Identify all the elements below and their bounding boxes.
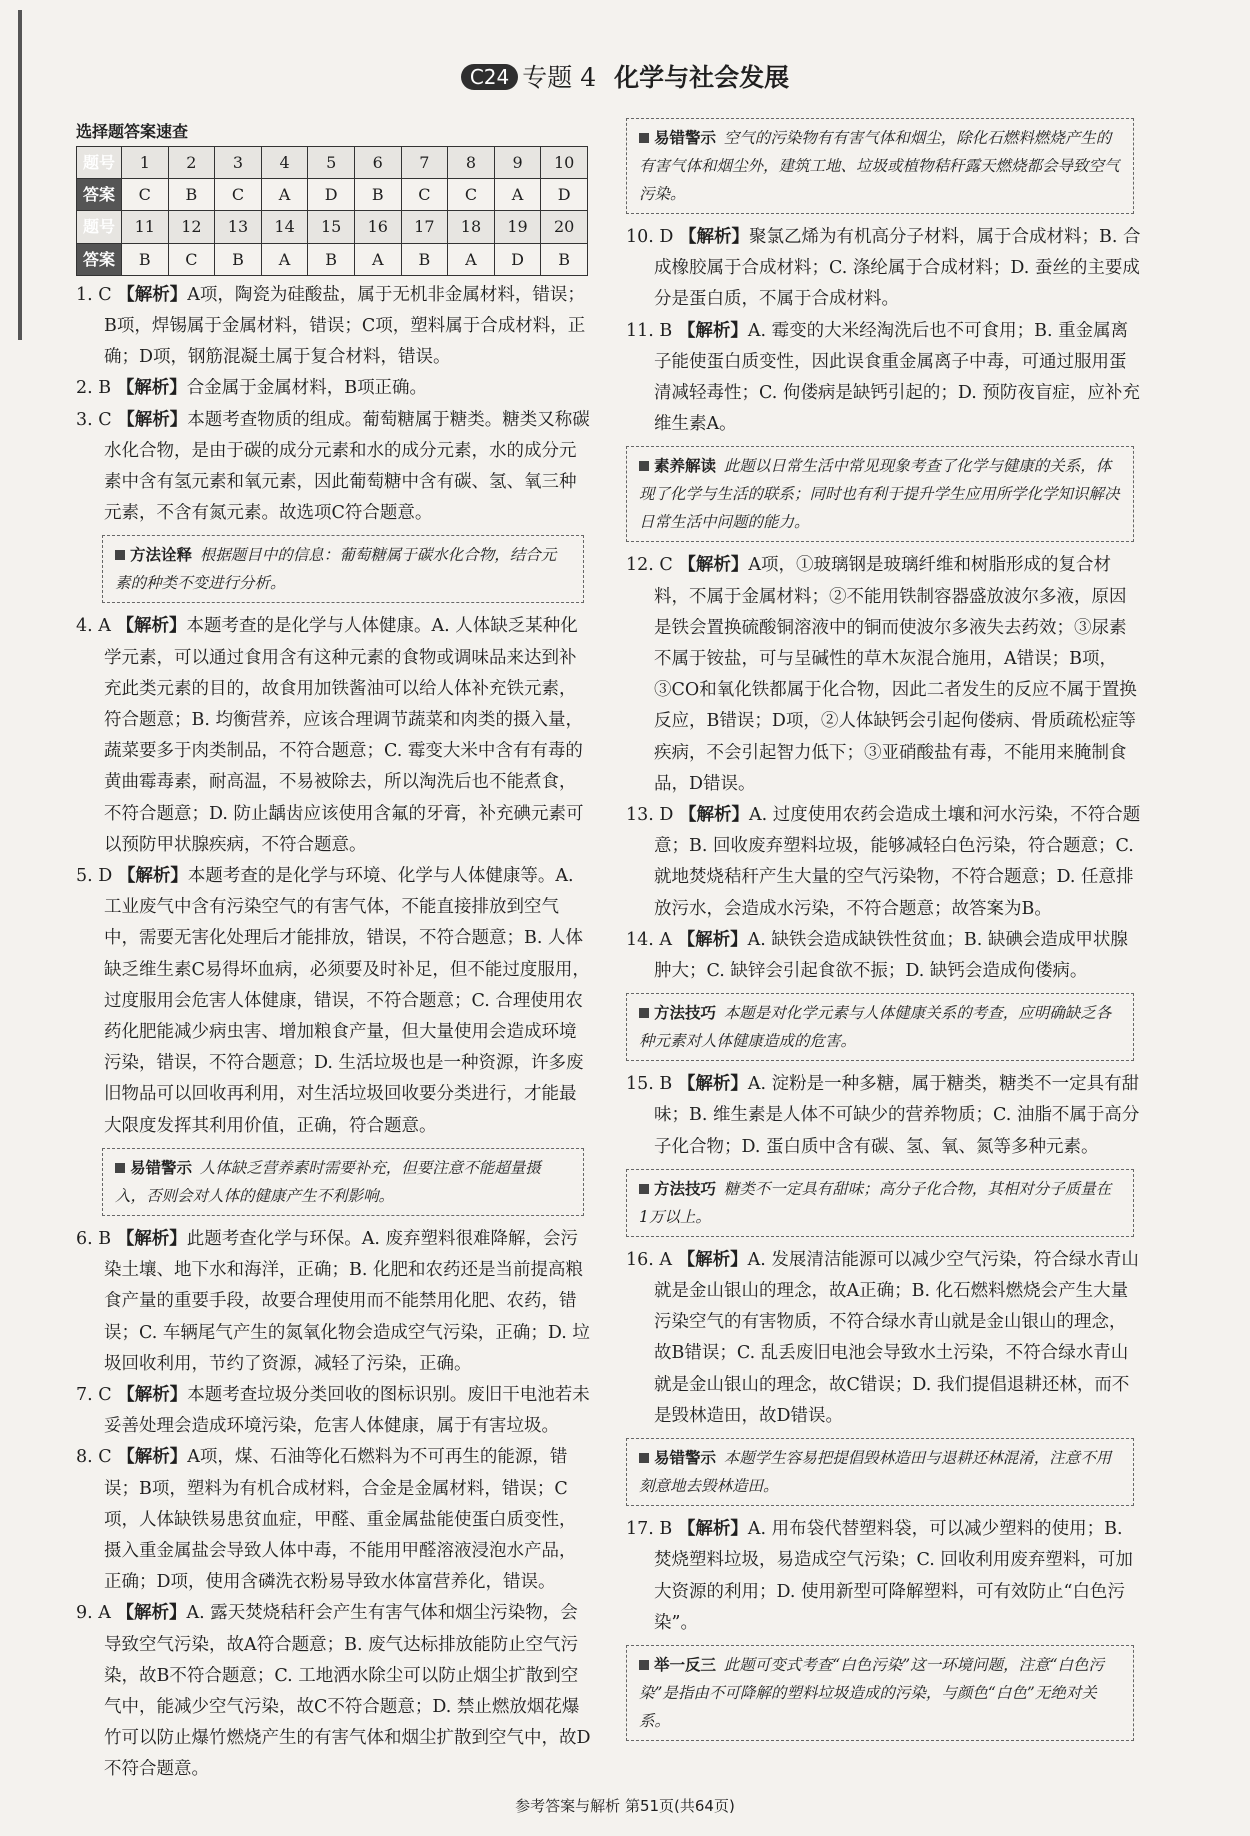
answer-cell: B bbox=[354, 179, 401, 211]
answer-item bbox=[76, 861, 592, 1142]
topic-label: 专题 4 bbox=[522, 63, 597, 92]
tip-text: 本题是对化学元素与人体健康关系的考查，应明确缺乏各种元素对人体健康造成的危害。 bbox=[639, 1004, 1112, 1051]
tip-text: 本题学生容易把提倡毁林造田与退耕还林混淆，注意不用刻意地去毁林造田。 bbox=[639, 1449, 1112, 1496]
tip-box bbox=[102, 535, 584, 603]
question-number: 9. A bbox=[76, 1603, 111, 1624]
question-number: 17. B bbox=[626, 1519, 673, 1540]
answer-item bbox=[626, 1514, 1142, 1639]
answer-item bbox=[76, 1380, 592, 1442]
answer-item bbox=[76, 280, 592, 374]
analysis-text: A. 缺铁会造成缺铁性贫血；B. 缺碘会造成甲状腺肿大；C. 缺锌会引起食欲不振；D. 缺钙会造成佝偻病。 bbox=[654, 929, 1128, 982]
answer-cell: B bbox=[401, 243, 448, 275]
question-number: 7. C bbox=[76, 1384, 112, 1405]
answer-cell: 4 bbox=[261, 147, 308, 179]
question-number: 13. D bbox=[626, 805, 674, 826]
answer-cell: 15 bbox=[308, 211, 355, 243]
question-number: 2. B bbox=[76, 378, 112, 399]
question-number: 8. C bbox=[76, 1447, 112, 1468]
row-label: 答案 bbox=[77, 179, 122, 211]
tip-box bbox=[626, 118, 1134, 214]
answer-cell: 19 bbox=[494, 211, 541, 243]
question-number: 3. C bbox=[76, 409, 112, 430]
analysis-tag: 【解析】 bbox=[116, 1603, 187, 1624]
analysis-tag: 【解析】 bbox=[117, 284, 188, 305]
page-title: 化学与社会发展 bbox=[614, 63, 790, 92]
tip-text: 空气的污染物有有害气体和烟尘，除化石燃料燃烧产生的有害气体和烟尘外，建筑工地、垃圾或植物秸秆露天燃烧都会导致空气污染。 bbox=[639, 129, 1120, 203]
tip-box bbox=[102, 1148, 584, 1216]
tip-text: 此题可变式考查“白色污染”这一环境问题，注意“白色污染”是指由不可降解的塑料垃圾造成的污染，与颜色“白色”无绝对关系。 bbox=[639, 1655, 1105, 1730]
answer-cell: D bbox=[494, 243, 541, 275]
answer-cell: C bbox=[401, 179, 448, 211]
tip-label: 方法技巧 bbox=[639, 1004, 716, 1022]
question-number: 16. A bbox=[626, 1249, 673, 1270]
tip-label: 易错警示 bbox=[639, 1449, 716, 1467]
tip-label: 素养解读 bbox=[639, 457, 716, 475]
analysis-text: 聚氯乙烯为有机高分子材料，属于合成材料；B. 合成橡胶属于合成材料；C. 涤纶属于合成材料；D. 蚕丝的主要成分是蛋白质，不属于合成材料。 bbox=[654, 227, 1141, 310]
tip-box bbox=[626, 1169, 1134, 1237]
section-badge: C24 bbox=[461, 64, 518, 90]
analysis-text: A. 露天焚烧秸秆会产生有害气体和烟尘污染物，会导致空气污染，故A符合题意；B. 废气达标排放能防止空气污染，故B不符合题意；C. 工地洒水除尘可以防止烟尘扩散到空气中，能减少空气污染，故C不符合题意；D. 禁止燃放烟花爆竹可以防止爆竹燃烧产生的有害气体和烟尘扩散到空气中，故D不符合题意。 bbox=[104, 1603, 591, 1780]
answer-cell: 11 bbox=[122, 211, 169, 243]
answer-cell: A bbox=[494, 179, 541, 211]
right-answer-list bbox=[626, 118, 1142, 1741]
answer-table-ans-row-2 bbox=[77, 243, 588, 275]
question-number: 6. B bbox=[76, 1228, 112, 1249]
answer-cell: 8 bbox=[448, 147, 495, 179]
answer-cell: 3 bbox=[215, 147, 262, 179]
analysis-text: A. 霉变的大米经淘洗后也不可食用；B. 重金属离子能使蛋白质变性，因此误食重金属离子中毒，可通过服用蛋清减轻毒性；C. 佝偻病是缺钙引起的；D. 预防夜盲症，应补充维生素A。 bbox=[654, 320, 1140, 435]
analysis-text: 本题考查的是化学与环境、化学与人体健康等。A. 工业废气中含有污染空气的有害气体，不能直接排放到空气中，需要无害化处理后才能排放，错误，不符合题意；B. 人体缺乏维生素C易得坏血病，必须要及时补足，但不能过度服用，过度服用会危害人体健康，错误，不符合题意；C. 合理使用农药化肥能减少病虫害、增加粮食产量，但大量使用会造成环境污染，错误，不符合题意；D. 生活垃圾也是一种资源，许多废旧物品可以回收再利用，对生活垃圾回收要分类进行，才能最大限度发挥其利用价值，正确，符合题意。 bbox=[104, 866, 590, 1136]
question-number: 4. A bbox=[76, 616, 111, 637]
analysis-tag: 【解析】 bbox=[117, 866, 188, 887]
analysis-text: 此题考查化学与环保。A. 废弃塑料很难降解，会污染土壤、地下水和海洋，正确；B. 化肥和农药还是当前提高粮食产量的重要手段，故要合理使用而不能禁用化肥、农药，错误；C. 车辆尾气产生的氮氧化物会造成空气污染，正确；D. 垃圾回收利用，节约了资源，减轻了污染，正确。 bbox=[104, 1228, 590, 1374]
analysis-text: A项，陶瓷为硅酸盐，属于无机非金属材料，错误；B项，焊锡属于金属材料，错误；C项，塑料属于合成材料，正确；D项，钢筋混凝土属于复合材料，错误。 bbox=[104, 284, 586, 368]
analysis-tag: 【解析】 bbox=[679, 227, 750, 247]
tip-text: 此题以日常生活中常见现象考查了化学与健康的关系，体现了化学与生活的联系；同时也有利于提升学生应用所学化学知识解决日常生活中问题的能力。 bbox=[639, 457, 1120, 532]
analysis-tag: 【解析】 bbox=[677, 1074, 748, 1095]
quick-check-title: 选择题答案速查 bbox=[76, 122, 189, 141]
answer-item bbox=[76, 1224, 592, 1380]
answer-cell: C bbox=[168, 243, 215, 275]
row-label: 题号 bbox=[77, 147, 122, 179]
answer-cell: 6 bbox=[354, 147, 401, 179]
answer-cell: 7 bbox=[401, 147, 448, 179]
answer-cell: B bbox=[541, 243, 588, 275]
analysis-tag: 【解析】 bbox=[117, 409, 188, 430]
answer-cell: 17 bbox=[401, 211, 448, 243]
answer-cell: C bbox=[448, 179, 495, 211]
answer-cell: B bbox=[215, 243, 262, 275]
answer-item bbox=[76, 1598, 592, 1785]
analysis-tag: 【解析】 bbox=[117, 1384, 188, 1405]
analysis-tag: 【解析】 bbox=[116, 378, 187, 399]
question-number: 12. C bbox=[626, 555, 673, 576]
analysis-text: A. 淀粉是一种多糖，属于糖类，糖类不一定具有甜味；B. 维生素是人体不可缺少的营养物质；C. 油脂不属于高分子化合物；D. 蛋白质中含有碳、氢、氧、氮等多种元素。 bbox=[654, 1074, 1140, 1157]
question-number: 5. D bbox=[76, 866, 113, 887]
tip-text: 糖类不一定具有甜味；高分子化合物，其相对分子质量在1万以上。 bbox=[639, 1179, 1112, 1226]
answer-cell: 12 bbox=[168, 211, 215, 243]
answer-item bbox=[626, 925, 1142, 987]
tip-box bbox=[626, 993, 1134, 1061]
analysis-text: 本题考查的是化学与人体健康。A. 人体缺乏某种化学元素，可以通过食用含有这种元素的食物或调味品来达到补充此类元素的目的，故食用加铁酱油可以给人体补充铁元素，符合题意；B. 均衡营养，应该合理调节蔬菜和肉类的摄入量，蔬菜要多于肉类制品，不符合题意；C. 霉变大米中含有有毒的黄曲霉毒素，耐高温，不易被除去，所以淘洗后也不能煮食，不符合题意；D. 防止龋齿应该使用含氟的牙膏，补充碘元素可以预防甲状腺疾病，不符合题意。 bbox=[104, 616, 584, 855]
row-label: 题号 bbox=[77, 211, 122, 243]
tip-box bbox=[626, 1645, 1134, 1741]
answer-table-num-row-1 bbox=[77, 147, 588, 179]
answer-cell: 9 bbox=[494, 147, 541, 179]
analysis-tag: 【解析】 bbox=[117, 1447, 188, 1468]
answer-cell: D bbox=[308, 179, 355, 211]
answer-cell: D bbox=[541, 179, 588, 211]
tip-box bbox=[626, 1438, 1134, 1506]
analysis-text: A项，煤、石油等化石燃料为不可再生的能源，错误；B项，塑料为有机合成材料，合金是金属材料，错误；C项，人体缺铁易患贫血症，甲醛、重金属盐能使蛋白质变性，摄入重金属盐会导致人体中毒，不能用甲醛溶液浸泡水产品，正确；D项，使用含磷洗衣粉易导致水体富营养化，错误。 bbox=[104, 1447, 577, 1593]
answer-table bbox=[76, 146, 588, 276]
tip-label: 易错警示 bbox=[115, 1159, 192, 1177]
answer-cell: 14 bbox=[261, 211, 308, 243]
tip-text: 根据题目中的信息：葡萄糖属于碳水化合物，结合元素的种类不变进行分析。 bbox=[115, 546, 557, 593]
answer-item bbox=[626, 316, 1142, 441]
answer-cell: 2 bbox=[168, 147, 215, 179]
answer-cell: 1 bbox=[122, 147, 169, 179]
answer-item bbox=[626, 1245, 1142, 1432]
analysis-text: A. 用布袋代替塑料袋，可以减少塑料的使用；B. 焚烧塑料垃圾，易造成空气污染；C. 回收利用废弃塑料，可加大资源的利用；D. 使用新型可降解塑料，可有效防止“白色污染”。 bbox=[654, 1519, 1133, 1633]
answer-cell: 18 bbox=[448, 211, 495, 243]
page-footer: 参考答案与解析 第51页(共64页) bbox=[515, 1797, 735, 1815]
tip-label: 易错警示 bbox=[639, 129, 716, 147]
question-number: 1. C bbox=[76, 284, 112, 305]
analysis-tag: 【解析】 bbox=[116, 1228, 187, 1249]
analysis-tag: 【解析】 bbox=[677, 1519, 748, 1540]
analysis-tag: 【解析】 bbox=[679, 805, 750, 826]
question-number: 11. B bbox=[626, 320, 673, 341]
answer-item bbox=[626, 222, 1142, 316]
analysis-tag: 【解析】 bbox=[677, 1249, 748, 1270]
answer-cell: B bbox=[168, 179, 215, 211]
analysis-text: 合金属于金属材料，B项正确。 bbox=[186, 378, 428, 399]
answer-cell: A bbox=[448, 243, 495, 275]
answer-cell: 13 bbox=[215, 211, 262, 243]
answer-cell: A bbox=[261, 243, 308, 275]
right-column bbox=[626, 112, 1142, 1749]
answer-cell: 10 bbox=[541, 147, 588, 179]
analysis-text: A. 过度使用农药会造成土壤和河水污染，不符合题意；B. 回收废弃塑料垃圾，能够减轻白色污染，符合题意；C. 就地焚烧秸秆产生大量的空气污染物，不符合题意；D. 任意排放污水，会造成水污染，不符合题意；故答案为B。 bbox=[654, 805, 1141, 919]
answer-cell: C bbox=[122, 179, 169, 211]
tip-label: 举一反三 bbox=[639, 1656, 716, 1674]
analysis-text: A项，①玻璃钢是玻璃纤维和树脂形成的复合材料，不属于金属材料；②不能用铁制容器盛放波尔多液，原因是铁会置换硫酸铜溶液中的铜而使波尔多液失去药效；③尿素不属于铵盐，可与呈碱性的草木灰混合施用，A错误；B项，③CO和氧化铁都属于化合物，因此二者发生的反应不属于置换反应，B错误；D项，②人体缺钙会引起佝偻病、骨质疏松症等疾病，不会引起智力低下；③亚硝酸盐有毒，不能用来腌制食品，D错误。 bbox=[654, 555, 1137, 794]
question-number: 10. D bbox=[626, 227, 674, 247]
answer-table-num-row-2 bbox=[77, 211, 588, 243]
analysis-text: 本题考查物质的组成。葡萄糖属于糖类。糖类又称碳水化合物，是由于碳的成分元素和水的成分元素，水的成分元素中含有氢元素和氧元素，因此葡萄糖中含有碳、氢、氧三种元素，不含有氮元素。故选项C符合题意。 bbox=[104, 409, 590, 524]
page-header bbox=[0, 58, 1250, 94]
answer-cell: B bbox=[122, 243, 169, 275]
answer-cell: C bbox=[215, 179, 262, 211]
row-label: 答案 bbox=[77, 243, 122, 275]
answer-item bbox=[76, 405, 592, 530]
answer-cell: 5 bbox=[308, 147, 355, 179]
left-answer-list bbox=[76, 280, 592, 1786]
tip-box bbox=[626, 446, 1134, 542]
question-number: 14. A bbox=[626, 929, 673, 950]
answer-cell: A bbox=[354, 243, 401, 275]
tip-label: 方法技巧 bbox=[639, 1180, 716, 1198]
analysis-text: A. 发展清洁能源可以减少空气污染，符合绿水青山就是金山银山的理念，故A正确；B. 化石燃料燃烧会产生大量污染空气的有害物质，不符合绿水青山就是金山银山的理念，故B错误；C. 乱丢废旧电池会导致水土污染，不符合绿水青山就是金山银山的理念，故C错误；D. 我们提倡退耕还林，而不是毁林造田，故D错误。 bbox=[654, 1249, 1139, 1426]
answer-item bbox=[76, 1442, 592, 1598]
analysis-tag: 【解析】 bbox=[677, 929, 748, 950]
tip-text: 人体缺乏营养素时需要补充，但要注意不能超量摄入，否则会对人体的健康产生不利影响。 bbox=[115, 1158, 541, 1205]
answer-item bbox=[626, 550, 1142, 800]
answer-cell: 20 bbox=[541, 211, 588, 243]
analysis-tag: 【解析】 bbox=[116, 616, 187, 637]
answer-item bbox=[626, 1069, 1142, 1163]
left-column bbox=[76, 120, 592, 1786]
answer-cell: A bbox=[261, 179, 308, 211]
answer-table-ans-row-1 bbox=[77, 179, 588, 211]
analysis-tag: 【解析】 bbox=[677, 320, 748, 341]
analysis-tag: 【解析】 bbox=[678, 555, 749, 576]
answer-item bbox=[76, 611, 592, 861]
analysis-text: 本题考查垃圾分类回收的图标识别。废旧干电池若未妥善处理会造成环境污染，危害人体健康，属于有害垃圾。 bbox=[104, 1384, 590, 1437]
tip-label: 方法诠释 bbox=[115, 546, 192, 564]
answer-item bbox=[76, 373, 592, 404]
answer-cell: B bbox=[308, 243, 355, 275]
answer-item bbox=[626, 800, 1142, 925]
answer-cell: 16 bbox=[354, 211, 401, 243]
question-number: 15. B bbox=[626, 1074, 673, 1095]
